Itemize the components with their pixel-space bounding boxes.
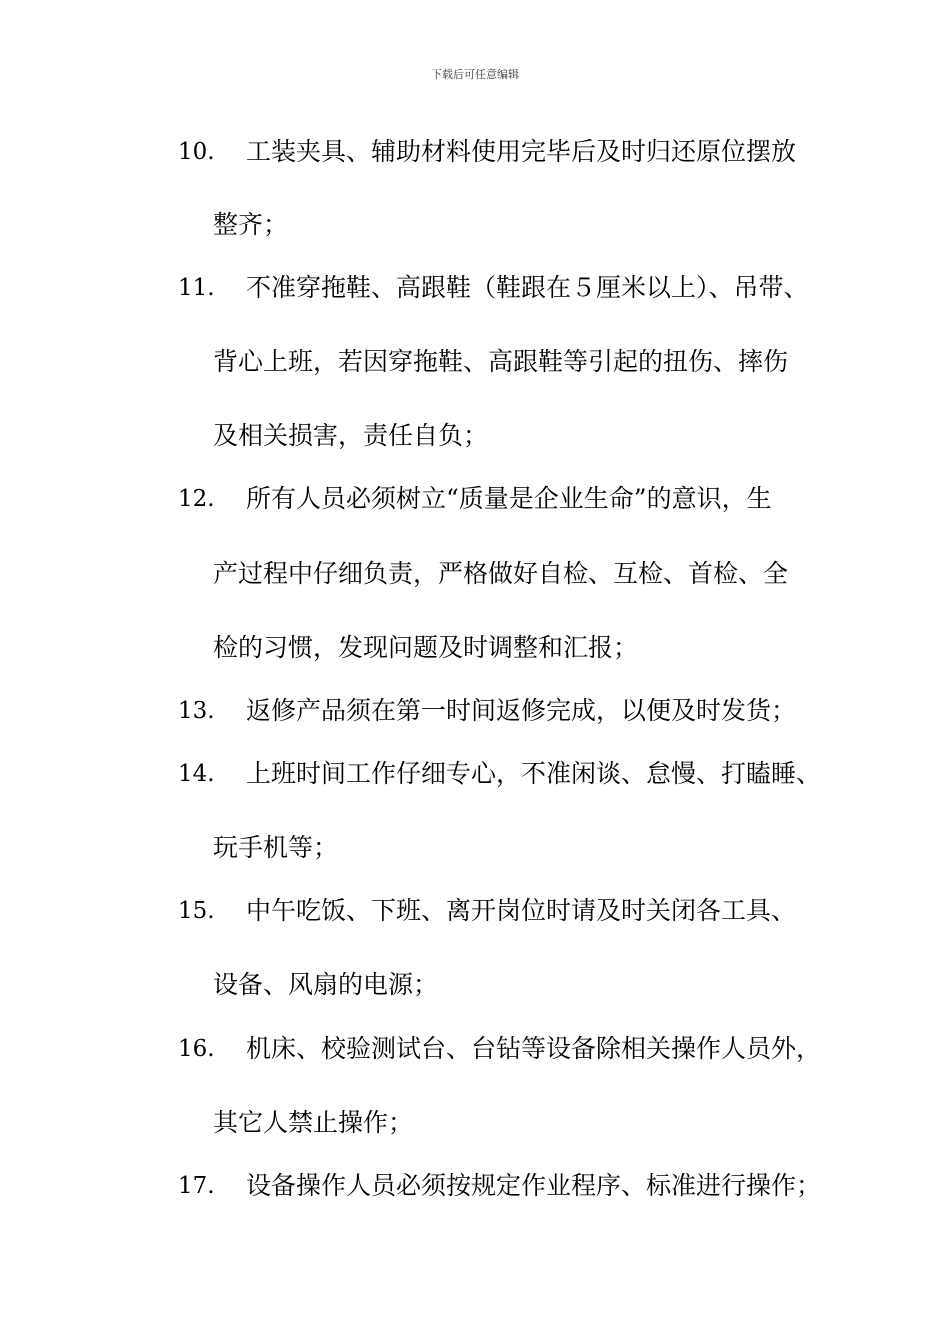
item-number: 14. [178,761,215,787]
item-text-line: 机床、校验测试台、台钻等设备除相关操作人员外， [246,1034,822,1063]
item-text-line: 设备操作人员必须按规定作业程序、标准进行操作； [246,1171,822,1200]
item-text-line: 玩手机等； [213,833,339,862]
item-number: 13. [178,698,215,724]
item-text-line: 返修产品须在第一时间返修完成，以便及时发货； [246,696,797,725]
page-header: 下载后可任意编辑 [431,68,519,81]
item-text-line: 及相关损害，责任自负； [213,421,489,450]
item-number: 17. [178,1173,215,1199]
item-number: 15. [178,898,215,924]
item-number: 11. [178,275,215,301]
item-text-line: 上班时间工作仔细专心，不准闲谈、怠慢、打瞌睡、 [246,759,822,788]
item-text-line: 检的习惯，发现问题及时调整和汇报； [213,633,639,662]
item-text-line: 背心上班，若因穿拖鞋、高跟鞋等引起的扭伤、摔伤 [213,347,789,376]
item-text-line: 产过程中仔细负责，严格做好自检、互检、首检、全 [213,559,789,588]
item-text-line: 所有人员必须树立“质量是企业生命”的意识，生 [246,484,772,513]
item-number: 10. [178,139,215,165]
item-text-line: 工装夹具、辅助材料使用完毕后及时归还原位摆放 [246,137,797,166]
item-text-line: 不准穿拖鞋、高跟鞋（鞋跟在５厘米以上）、吊带、 [246,273,809,302]
item-text-line: 设备、风扇的电源； [213,970,439,999]
item-text-line: 中午吃饭、下班、离开岗位时请及时关闭各工具、 [246,896,797,925]
item-text-line: 其它人禁止操作； [213,1108,414,1137]
item-number: 12. [178,486,215,512]
item-number: 16. [178,1036,215,1062]
item-text-line: 整齐； [213,210,289,239]
